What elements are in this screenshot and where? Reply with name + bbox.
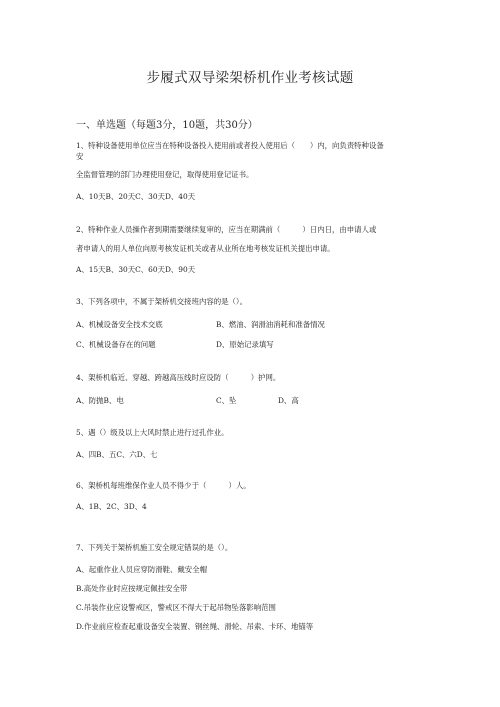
question-1-line-3: 全监督管理的部门办理使用登记，取得使用登记证书。 — [76, 170, 254, 179]
question-7-stem: 7、下列关于架桥机施工安全规定错误的是（）。 — [76, 543, 233, 552]
question-5-options: A、四B、五C、六D、七 — [76, 450, 158, 459]
question-6-stem: 6、架桥机每班维保作业人员不得少于（ ）人。 — [76, 481, 251, 490]
question-3-option-c: C、机械设备存在的问题 — [76, 340, 156, 349]
question-1-line-2: 安 — [76, 152, 84, 161]
question-3-option-a: A、机械设备安全技术交底 — [76, 320, 163, 329]
question-7-option-b: B.高处作业时应按规定佩挂安全带 — [76, 584, 188, 593]
question-4-stem: 4、架桥机临近、穿越、跨越高压线时应设防（ ）护网。 — [76, 373, 281, 382]
question-4-option-ab: A、防抛B、电 — [76, 396, 124, 405]
question-2-line-2: 者申请人的用人单位向原考核发证机关或者从业所在地考核发证机关提出申请。 — [76, 244, 335, 253]
question-1-options: A、10天B、20天C、30天D、40天 — [76, 192, 196, 201]
question-2-line-1: 2、特种作业人员操作者到期需要继续复审的，应当在期满前（ ）日内日，由申请人或 — [76, 225, 377, 234]
question-1-line-1: 1、特种设备使用单位应当在特种设备投入使用前或者投入使用后（ ）内，向负责特种设备 — [76, 141, 384, 150]
question-3-option-b: B、燃油、润滑油消耗和准备情况 — [216, 320, 325, 329]
question-4-option-d: D、高 — [278, 396, 299, 405]
question-7-option-d: D.作业前应检查起重设备安全装置、钢丝绳、滑轮、吊索、卡环、地锚等 — [76, 622, 314, 631]
question-7-option-c: C.吊装作业应设警戒区，警戒区不得大于起吊物坠落影响范围 — [76, 603, 276, 612]
question-3-stem: 3、下列各项中，不属于架桥机交接班内容的是（）。 — [76, 297, 247, 306]
question-6-options: A、1B、2C、3D、4 — [76, 502, 147, 511]
question-5-stem: 5、遇（）级及以上大风时禁止进行过孔作业。 — [76, 428, 229, 437]
question-3-option-d: D、原始记录填写 — [216, 340, 274, 349]
question-2-options: A、15天B、30天C、60天D、90天 — [76, 265, 196, 274]
section-heading: 一、单选题（每题3分，10题，共30分） — [76, 120, 258, 131]
question-4-option-c: C、坠 — [216, 396, 237, 405]
page-title: 步履式双导梁架桥机作业考核试题 — [146, 70, 354, 86]
question-7-option-a: A、起重作业人员应穿防滑鞋、戴安全帽 — [76, 565, 207, 574]
